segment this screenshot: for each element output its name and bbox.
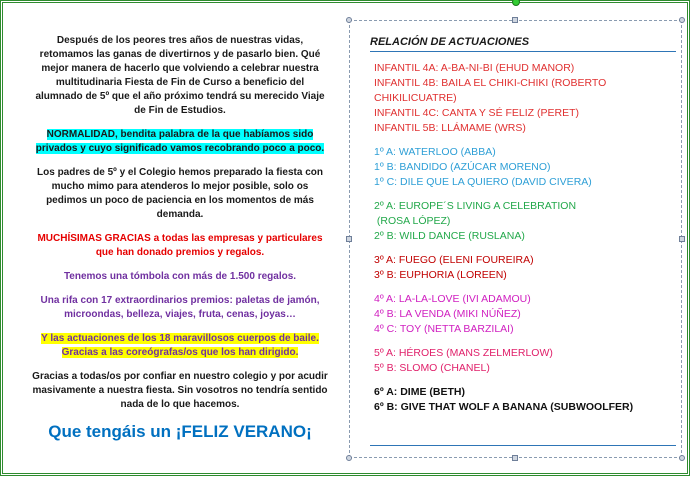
rifa-paragraph: Una rifa con 17 extraordinarios premios: paletas de jamón, microondas, belleza, viajes, fruta, cenas, joyas… xyxy=(40,295,320,320)
list-item: INFANTIL 4B: BAILA EL CHIKI-CHIKI (ROBERTO CHIKILICUATRE) xyxy=(374,77,607,104)
list-item: 1º C: DILE QUE LA QUIERO (DAVID CIVERA) xyxy=(374,176,592,188)
group-cuarto xyxy=(374,292,664,337)
bottom-rule xyxy=(370,445,676,446)
tombola-paragraph: Tenemos una tómbola con más de 1.500 regalos. xyxy=(63,271,297,282)
resize-handle-bottom-left[interactable] xyxy=(346,455,352,461)
list-title: RELACIÓN DE ACTUACIONES xyxy=(370,36,530,48)
list-item: INFANTIL 4A: A-BA-NI-BI (EHUD MANOR) xyxy=(374,62,575,74)
gracias-paragraph: MUCHÍSIMAS GRACIAS a todas las empresas y particulares que han donado premios y regalos. xyxy=(37,233,323,258)
list-item: 4º B: LA VENDA (MIKI NÚÑEZ) xyxy=(374,308,521,320)
group-tercero xyxy=(374,253,664,283)
resize-handle-right[interactable] xyxy=(679,236,685,242)
resize-handle-top-left[interactable] xyxy=(346,17,352,23)
group-quinto xyxy=(374,346,664,376)
list-item: 5º B: SLOMO (CHANEL) xyxy=(374,362,490,374)
list-item: 5º A: HÉROES (MANS ZELMERLOW) xyxy=(374,347,553,359)
normalidad-paragraph xyxy=(32,128,328,156)
feliz-verano-heading: Que tengáis un ¡FELIZ VERANO¡ xyxy=(48,422,312,441)
group-infantil xyxy=(374,61,664,136)
list-item: 1º B: BANDIDO (AZÚCAR MORENO) xyxy=(374,161,551,173)
list-item: 2º B: WILD DANCE (RUSLANA) xyxy=(374,230,525,242)
list-item: 2º A: EUROPE´S LIVING A CELEBRATION xyxy=(374,200,577,212)
left-column xyxy=(32,34,328,452)
list-item: (ROSA LÓPEZ) xyxy=(374,215,451,227)
resize-handle-top[interactable] xyxy=(512,17,518,23)
padres-paragraph: Los padres de 5º y el Colegio hemos preparado la fiesta con mucho mimo para atenderos lo mejor posible, solo os pedimos un poco de paciencia en los momentos de más demanda. xyxy=(37,167,323,220)
list-item: 3º A: FUEGO (ELENI FOUREIRA) xyxy=(374,254,534,266)
list-item: 4º C: TOY (NETTA BARZILAI) xyxy=(374,323,514,335)
resize-handle-bottom[interactable] xyxy=(512,455,518,461)
resize-handle-bottom-right[interactable] xyxy=(679,455,685,461)
resize-handle-left[interactable] xyxy=(346,236,352,242)
normalidad-highlight: NORMALIDAD, bendita palabra de la que habíamos sido privados y cuyo significado vamos recobrando poco a poco. xyxy=(35,129,325,154)
intro-paragraph: Después de los peores tres años de nuestras vidas, retomamos las ganas de divertirnos y de pasarlo bien. Qué mejor manera de hacerlo que volviendo a celebrar nuestra multitudinaria Fiesta de Fin de Curso a beneficio del alumnado de 5º que el año próximo tendrá su merecido Viaje de Fin de Estudios. xyxy=(35,35,325,116)
list-item: 3º B: EUPHORIA (LOREEN) xyxy=(374,269,507,281)
actuaciones-list xyxy=(374,61,664,415)
list-item: INFANTIL 4C: CANTA Y SÉ FELIZ (PERET) xyxy=(374,107,579,119)
list-item: 6º A: DIME (BETH) xyxy=(374,386,465,398)
list-item: 6º B: GIVE THAT WOLF A BANANA (SUBWOOLFER) xyxy=(374,401,634,413)
group-segundo xyxy=(374,199,664,244)
actuaciones-highlight: Y las actuaciones de los 18 maravillosos cuerpos de baile. Gracias a las coreógrafas/os que los han dirigido. xyxy=(41,333,319,358)
actuaciones-paragraph xyxy=(32,332,328,360)
resize-handle-top-right[interactable] xyxy=(679,17,685,23)
list-item: INFANTIL 5B: LLÁMAME (WRS) xyxy=(374,122,526,134)
group-sexto xyxy=(374,385,664,415)
list-item: 4º A: LA-LA-LOVE (IVI ADAMOU) xyxy=(374,293,531,305)
list-item: 1º A: WATERLOO (ABBA) xyxy=(374,146,496,158)
cierre-paragraph: Gracias a todas/os por confiar en nuestro colegio y por acudir masivamente a nuestra fiesta. Sin vosotros no tendría sentido nada de lo que hacemos. xyxy=(32,371,328,410)
group-primero xyxy=(374,145,664,190)
title-rule xyxy=(370,51,676,52)
